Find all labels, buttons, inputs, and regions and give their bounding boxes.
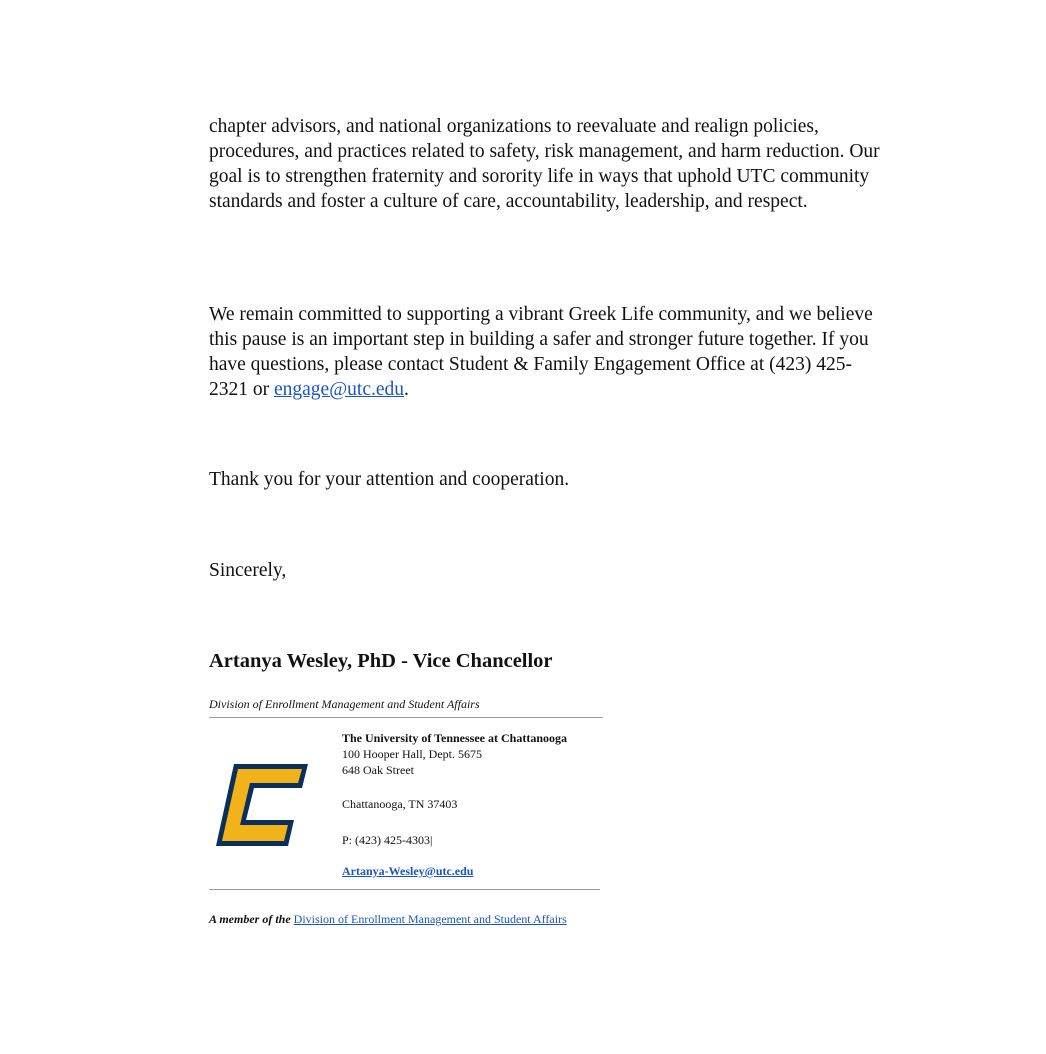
footer-prefix: A member of the [209, 912, 291, 926]
signature-email-link[interactable]: Artanya-Wesley@utc.edu [342, 864, 474, 878]
signature-address-line-1: 100 Hooper Hall, Dept. 5675 [342, 747, 482, 761]
contact-text: We remain committed to supporting a vibrant Greek Life community, and we believe this pause is an important step in building a safer and stronger future together. If you have questions, please contact Student & Family Engagement Office at (423) 425-2321 or [209, 304, 873, 400]
closing-salutation: Sincerely, [209, 560, 287, 581]
footer-division-link[interactable]: Division of Enrollment Management and Student Affairs [293, 912, 567, 926]
signature-city-state-zip: Chattanooga, TN 37403 [342, 797, 458, 811]
signature-contact-block [342, 730, 568, 878]
body-paragraph-contact [209, 302, 889, 402]
signature-division: Division of Enrollment Management and Student Affairs [209, 697, 480, 711]
contact-text-end: . [404, 379, 409, 400]
engage-email-link[interactable]: engage@utc.edu [274, 379, 405, 400]
signature-phone: P: (423) 425-4303| [342, 833, 433, 847]
utc-c-logo-icon [214, 762, 310, 848]
signature-address-line-2: 648 Oak Street [342, 763, 414, 777]
signature-university: The University of Tennessee at Chattanooga [342, 731, 568, 745]
signature-divider-top [209, 717, 603, 718]
body-paragraph-thanks: Thank you for your attention and cooperation. [209, 469, 570, 490]
body-paragraph-policies: chapter advisors, and national organizations to reevaluate and realign policies, procedures, and practices related to safety, risk management, and harm reduction. Our goal is to strengthen fraternity and sorority life in ways that uphold UTC community standards and foster a culture of care, accountability, leadership, and respect. [209, 116, 880, 212]
signature-divider-bottom [209, 889, 600, 890]
signer-name-title: Artanya Wesley, PhD - Vice Chancellor [209, 650, 553, 672]
footer-membership [209, 912, 567, 927]
